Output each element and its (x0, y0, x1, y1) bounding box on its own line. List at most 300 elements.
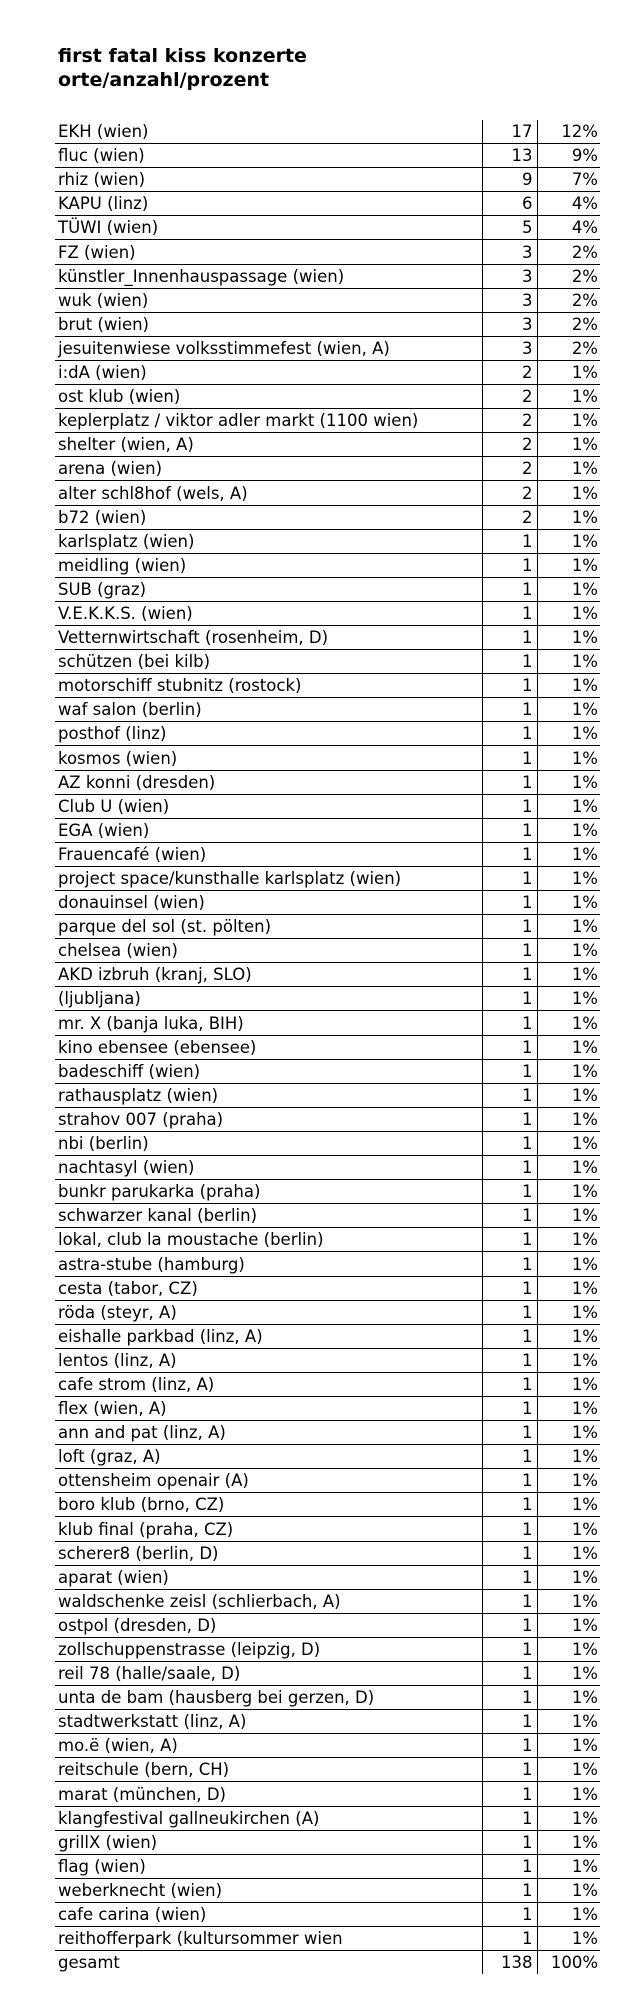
percent-cell: 1% (537, 1589, 600, 1613)
count-cell: 1 (482, 987, 537, 1011)
venue-name-cell: EKH (wien) (55, 120, 482, 144)
table-row (55, 601, 600, 625)
count-cell: 1 (482, 1083, 537, 1107)
table-row (55, 770, 600, 794)
venue-name-cell: waldschenke zeisl (schlierbach, A) (55, 1589, 482, 1613)
table-row (55, 866, 600, 890)
venue-name-cell: EGA (wien) (55, 818, 482, 842)
percent-cell: 1% (537, 1710, 600, 1734)
count-cell: 3 (482, 288, 537, 312)
count-cell: 1 (482, 1228, 537, 1252)
percent-cell: 2% (537, 336, 600, 360)
venue-name-cell: lentos (linz, A) (55, 1348, 482, 1372)
table-row (55, 650, 600, 674)
table-row (55, 433, 600, 457)
percent-cell: 1% (537, 891, 600, 915)
table-row (55, 192, 600, 216)
table-row (55, 1107, 600, 1131)
venue-name-cell: mr. X (banja luka, BIH) (55, 1011, 482, 1035)
table-row (55, 505, 600, 529)
percent-cell: 1% (537, 601, 600, 625)
venue-name-cell: ann and pat (linz, A) (55, 1421, 482, 1445)
count-cell: 1 (482, 1035, 537, 1059)
venue-name-cell: FZ (wien) (55, 240, 482, 264)
venue-name-cell: jesuitenwiese volksstimmefest (wien, A) (55, 336, 482, 360)
percent-cell: 1% (537, 1854, 600, 1878)
percent-cell: 1% (537, 1878, 600, 1902)
percent-cell: 1% (537, 1565, 600, 1589)
venue-name-cell: strahov 007 (praha) (55, 1107, 482, 1131)
table-row (55, 120, 600, 144)
count-cell: 9 (482, 168, 537, 192)
percent-cell: 1% (537, 529, 600, 553)
venue-name-cell: KAPU (linz) (55, 192, 482, 216)
table-row (55, 1300, 600, 1324)
count-cell: 1 (482, 1421, 537, 1445)
table-row (55, 794, 600, 818)
venue-name-cell: reitschule (bern, CH) (55, 1758, 482, 1782)
count-cell: 1 (482, 1734, 537, 1758)
table-row (55, 987, 600, 1011)
table-row (55, 1878, 600, 1902)
table-row (55, 1204, 600, 1228)
venue-name-cell: gesamt (58, 1953, 120, 1973)
venue-name-cell: nachtasyl (wien) (55, 1156, 482, 1180)
table-row (55, 1131, 600, 1155)
percent-cell: 1% (537, 1372, 600, 1396)
count-cell: 1 (482, 1662, 537, 1686)
venue-name-cell: röda (steyr, A) (55, 1300, 482, 1324)
venue-name-cell: AZ konni (dresden) (55, 770, 482, 794)
percent-cell: 1% (537, 722, 600, 746)
percent-cell: 1% (537, 915, 600, 939)
percent-cell: 1% (537, 1324, 600, 1348)
venue-name-cell: kino ebensee (ebensee) (55, 1035, 482, 1059)
venue-name-cell: project space/kunsthalle karlsplatz (wien) (55, 866, 482, 890)
percent-cell: 2% (537, 264, 600, 288)
count-cell: 1 (482, 1493, 537, 1517)
venue-name-cell: klangfestival gallneukirchen (A) (55, 1806, 482, 1830)
table-row (55, 385, 600, 409)
venue-name-cell: ost klub (wien) (55, 385, 482, 409)
venue-name-cell: b72 (wien) (55, 505, 482, 529)
count-cell: 5 (482, 216, 537, 240)
table-row (55, 1686, 600, 1710)
percent-cell: 2% (537, 312, 600, 336)
table-row (55, 1083, 600, 1107)
percent-cell: 1% (537, 1300, 600, 1324)
count-cell: 2 (482, 385, 537, 409)
table-row (55, 1348, 600, 1372)
percent-cell: 1% (537, 818, 600, 842)
count-cell: 1 (482, 1517, 537, 1541)
table-row (55, 674, 600, 698)
count-cell: 1 (482, 1565, 537, 1589)
table-row (55, 1517, 600, 1541)
table-row (55, 625, 600, 649)
percent-cell: 1% (537, 939, 600, 963)
venue-name-cell: cafe strom (linz, A) (55, 1372, 482, 1396)
table-row (55, 481, 600, 505)
count-cell: 1 (482, 1445, 537, 1469)
venue-name-cell: SUB (graz) (55, 577, 482, 601)
count-cell: 1 (482, 939, 537, 963)
count-cell: 1 (482, 1541, 537, 1565)
venue-name-cell: shelter (wien, A) (55, 433, 482, 457)
count-cell: 2 (482, 360, 537, 384)
venue-name-cell: loft (graz, A) (55, 1445, 482, 1469)
table-row (55, 722, 600, 746)
table-row (55, 1854, 600, 1878)
count-cell: 1 (482, 1710, 537, 1734)
count-cell: 2 (482, 409, 537, 433)
venue-name-cell: (ljubljana) (55, 987, 482, 1011)
venue-name-cell: flex (wien, A) (55, 1396, 482, 1420)
percent-cell: 9% (537, 144, 600, 168)
venue-name-cell: unta de bam (hausberg bei gerzen, D) (55, 1686, 482, 1710)
percent-cell: 1% (537, 1493, 600, 1517)
venue-name-cell: mo.ë (wien, A) (55, 1734, 482, 1758)
venue-name-cell: posthof (linz) (55, 722, 482, 746)
venue-name-cell: aparat (wien) (55, 1565, 482, 1589)
percent-cell: 1% (537, 674, 600, 698)
venue-name-cell: bunkr parukarka (praha) (55, 1180, 482, 1204)
count-cell: 1 (482, 722, 537, 746)
percent-cell: 12% (537, 120, 600, 144)
percent-cell: 1% (537, 1637, 600, 1661)
venue-name-cell: motorschiff stubnitz (rostock) (55, 674, 482, 698)
count-cell: 1 (482, 963, 537, 987)
table-row (55, 963, 600, 987)
table-row (55, 746, 600, 770)
table-row (55, 312, 600, 336)
percent-cell: 1% (537, 794, 600, 818)
percent-cell: 1% (537, 1276, 600, 1300)
venue-name-cell: klub final (praha, CZ) (55, 1517, 482, 1541)
percent-cell: 1% (537, 1758, 600, 1782)
table-row (55, 1589, 600, 1613)
percent-cell: 1% (537, 866, 600, 890)
count-cell: 1 (482, 1131, 537, 1155)
percent-cell: 1% (537, 1445, 600, 1469)
count-cell: 13 (482, 144, 537, 168)
table-row (55, 1228, 600, 1252)
venue-name-cell: V.E.K.K.S. (wien) (55, 601, 482, 625)
percent-cell: 1% (537, 481, 600, 505)
table-row (55, 216, 600, 240)
table-row (55, 1396, 600, 1420)
venue-name-cell: fluc (wien) (55, 144, 482, 168)
count-cell: 1 (482, 1782, 537, 1806)
table-row (55, 1637, 600, 1661)
table-row (55, 168, 600, 192)
percent-cell: 1% (537, 1902, 600, 1926)
percent-cell: 1% (537, 1228, 600, 1252)
count-cell: 1 (482, 1637, 537, 1661)
table-row (55, 1180, 600, 1204)
percent-cell: 1% (537, 1469, 600, 1493)
count-cell: 1 (482, 1806, 537, 1830)
venue-name-cell: alter schl8hof (wels, A) (55, 481, 482, 505)
percent-cell: 1% (537, 842, 600, 866)
venue-name-cell: Club U (wien) (55, 794, 482, 818)
venue-name-cell: reithofferpark (kultursommer wien (55, 1927, 482, 1951)
percent-cell: 4% (537, 216, 600, 240)
count-cell: 17 (482, 120, 537, 144)
count-cell: 1 (482, 770, 537, 794)
venue-name-cell: schwarzer kanal (berlin) (55, 1204, 482, 1228)
count-cell: 1 (482, 1613, 537, 1637)
count-cell: 1 (482, 1854, 537, 1878)
percent-cell: 1% (537, 1156, 600, 1180)
count-cell: 2 (482, 505, 537, 529)
table-row (55, 409, 600, 433)
table-row (55, 915, 600, 939)
percent-cell: 1% (537, 1180, 600, 1204)
count-cell: 1 (482, 1372, 537, 1396)
table-row (55, 144, 600, 168)
percent-cell: 1% (537, 698, 600, 722)
venue-name-cell: nbi (berlin) (55, 1131, 482, 1155)
venue-name-cell: cafe carina (wien) (55, 1902, 482, 1926)
count-cell: 1 (482, 625, 537, 649)
count-cell: 1 (482, 1469, 537, 1493)
venue-name-cell: donauinsel (wien) (55, 891, 482, 915)
count-cell: 1 (482, 650, 537, 674)
count-cell: 3 (482, 264, 537, 288)
table-row (55, 457, 600, 481)
table-row (55, 1324, 600, 1348)
percent-cell: 1% (537, 1782, 600, 1806)
count-cell: 1 (482, 1396, 537, 1420)
venue-name-cell: künstler_Innenhauspassage (wien) (55, 264, 482, 288)
percent-cell: 7% (537, 168, 600, 192)
count-cell: 3 (482, 312, 537, 336)
count-cell: 1 (482, 1324, 537, 1348)
title-line-2: orte/anzahl/prozent (58, 69, 270, 91)
total-row (55, 1951, 600, 1975)
venue-name-cell: wuk (wien) (55, 288, 482, 312)
table-row (55, 1782, 600, 1806)
percent-cell: 1% (537, 1686, 600, 1710)
table-row (55, 1469, 600, 1493)
percent-cell: 1% (537, 1083, 600, 1107)
table-row (55, 1493, 600, 1517)
count-cell: 1 (482, 1156, 537, 1180)
percent-cell: 1% (537, 1204, 600, 1228)
table-row (55, 336, 600, 360)
count-cell: 1 (482, 915, 537, 939)
count-cell: 1 (482, 674, 537, 698)
percent-cell: 1% (537, 385, 600, 409)
percent-cell: 1% (537, 505, 600, 529)
venue-name-cell: astra-stube (hamburg) (55, 1252, 482, 1276)
venue-name-cell: Frauencafé (wien) (55, 842, 482, 866)
percent-cell: 1% (537, 650, 600, 674)
percent-cell: 1% (537, 1662, 600, 1686)
table-row (55, 360, 600, 384)
count-cell: 2 (482, 457, 537, 481)
table-row (55, 1710, 600, 1734)
venue-name-cell: waf salon (berlin) (55, 698, 482, 722)
percent-cell: 1% (537, 1131, 600, 1155)
count-cell: 3 (482, 240, 537, 264)
venue-table-body (55, 120, 600, 1974)
table-row (55, 1421, 600, 1445)
count-cell: 1 (482, 577, 537, 601)
table-row (55, 1156, 600, 1180)
count-cell: 1 (482, 1927, 537, 1951)
count-cell: 1 (482, 1252, 537, 1276)
venue-name-cell: badeschiff (wien) (55, 1059, 482, 1083)
percent-cell: 1% (537, 1035, 600, 1059)
count-cell: 1 (482, 866, 537, 890)
count-cell: 1 (482, 1589, 537, 1613)
venue-name-cell: zollschuppenstrasse (leipzig, D) (55, 1637, 482, 1661)
venue-name-cell: schützen (bei kilb) (55, 650, 482, 674)
percent-cell: 1% (537, 553, 600, 577)
venue-name-cell: parque del sol (st. pölten) (55, 915, 482, 939)
table-row (55, 1806, 600, 1830)
count-cell: 1 (482, 746, 537, 770)
count-cell: 1 (482, 1276, 537, 1300)
venue-name-cell: cesta (tabor, CZ) (55, 1276, 482, 1300)
percent-cell: 1% (537, 1252, 600, 1276)
count-cell: 1 (482, 1204, 537, 1228)
percent-cell: 1% (537, 1421, 600, 1445)
count-cell: 1 (482, 1830, 537, 1854)
table-row (55, 529, 600, 553)
table-row (55, 240, 600, 264)
percent-cell: 4% (537, 192, 600, 216)
count-cell: 138 (482, 1951, 537, 1975)
percent-cell: 1% (537, 987, 600, 1011)
venue-name-cell: ottensheim openair (A) (55, 1469, 482, 1493)
percent-cell: 1% (537, 409, 600, 433)
document-title (58, 44, 618, 92)
venue-name-cell: ostpol (dresden, D) (55, 1613, 482, 1637)
venue-name-cell: grillX (wien) (55, 1830, 482, 1854)
count-cell: 2 (482, 481, 537, 505)
table-row (55, 1035, 600, 1059)
percent-cell: 1% (537, 1613, 600, 1637)
venue-name-cell: Vetternwirtschaft (rosenheim, D) (55, 625, 482, 649)
venue-name-cell: eishalle parkbad (linz, A) (55, 1324, 482, 1348)
venue-name-cell: brut (wien) (55, 312, 482, 336)
count-cell: 1 (482, 891, 537, 915)
count-cell: 6 (482, 192, 537, 216)
venue-name-cell: i:dA (wien) (55, 360, 482, 384)
count-cell: 1 (482, 1348, 537, 1372)
percent-cell: 1% (537, 457, 600, 481)
venue-name-cell: lokal, club la moustache (berlin) (55, 1228, 482, 1252)
percent-cell: 1% (537, 1107, 600, 1131)
percent-cell: 1% (537, 1541, 600, 1565)
venue-name-cell: arena (wien) (55, 457, 482, 481)
percent-cell: 1% (537, 433, 600, 457)
count-cell: 1 (482, 1902, 537, 1926)
percent-cell: 1% (537, 746, 600, 770)
percent-cell: 1% (537, 1927, 600, 1951)
venue-name-cell: weberknecht (wien) (55, 1878, 482, 1902)
percent-cell: 100% (550, 1953, 598, 1973)
venue-name-cell: TÜWI (wien) (55, 216, 482, 240)
venue-name-cell: AKD izbruh (kranj, SLO) (55, 963, 482, 987)
percent-cell: 1% (537, 1396, 600, 1420)
table-row (55, 842, 600, 866)
table-row (55, 1613, 600, 1637)
venue-name-cell: rhiz (wien) (55, 168, 482, 192)
table-row (55, 288, 600, 312)
count-cell: 2 (482, 433, 537, 457)
venue-name-cell: rathausplatz (wien) (55, 1083, 482, 1107)
count-cell: 1 (482, 1180, 537, 1204)
venue-name-cell: boro klub (brno, CZ) (55, 1493, 482, 1517)
table-row (55, 1734, 600, 1758)
table-row (55, 1011, 600, 1035)
count-cell: 1 (482, 1878, 537, 1902)
venue-name-cell: chelsea (wien) (55, 939, 482, 963)
venue-name-cell: marat (münchen, D) (55, 1782, 482, 1806)
count-cell: 1 (482, 1300, 537, 1324)
venue-name-cell: meidling (wien) (55, 553, 482, 577)
table-row (55, 1565, 600, 1589)
percent-cell: 1% (537, 360, 600, 384)
percent-cell: 1% (537, 1830, 600, 1854)
table-row (55, 818, 600, 842)
table-row (55, 1902, 600, 1926)
venue-name-cell: kosmos (wien) (55, 746, 482, 770)
table-row (55, 1830, 600, 1854)
count-cell: 1 (482, 818, 537, 842)
count-cell: 1 (482, 1011, 537, 1035)
count-cell: 1 (482, 1107, 537, 1131)
venue-name-cell: scherer8 (berlin, D) (55, 1541, 482, 1565)
venue-name-cell: karlsplatz (wien) (55, 529, 482, 553)
count-cell: 1 (482, 698, 537, 722)
percent-cell: 2% (537, 288, 600, 312)
table-row (55, 891, 600, 915)
percent-cell: 1% (537, 1517, 600, 1541)
table-row (55, 1541, 600, 1565)
table-row (55, 553, 600, 577)
percent-cell: 1% (537, 1011, 600, 1035)
table-row (55, 1662, 600, 1686)
title-line-1: first fatal kiss konzerte (58, 45, 307, 67)
venue-name-cell: keplerplatz / viktor adler markt (1100 wien) (55, 409, 482, 433)
venue-name-cell: flag (wien) (55, 1854, 482, 1878)
table-row (55, 1927, 600, 1951)
percent-cell: 2% (537, 240, 600, 264)
count-cell: 3 (482, 336, 537, 360)
table-row (55, 939, 600, 963)
table-row (55, 1758, 600, 1782)
table-row (55, 1252, 600, 1276)
percent-cell: 1% (537, 1059, 600, 1083)
table-row (55, 1276, 600, 1300)
table-row (55, 1445, 600, 1469)
count-cell: 1 (482, 1758, 537, 1782)
count-cell: 1 (482, 794, 537, 818)
venue-table (55, 120, 600, 1974)
percent-cell: 1% (537, 625, 600, 649)
percent-cell: 1% (537, 577, 600, 601)
count-cell: 1 (482, 1059, 537, 1083)
percent-cell: 1% (537, 770, 600, 794)
table-row (55, 577, 600, 601)
table-row (55, 264, 600, 288)
venue-name-cell: stadtwerkstatt (linz, A) (55, 1710, 482, 1734)
